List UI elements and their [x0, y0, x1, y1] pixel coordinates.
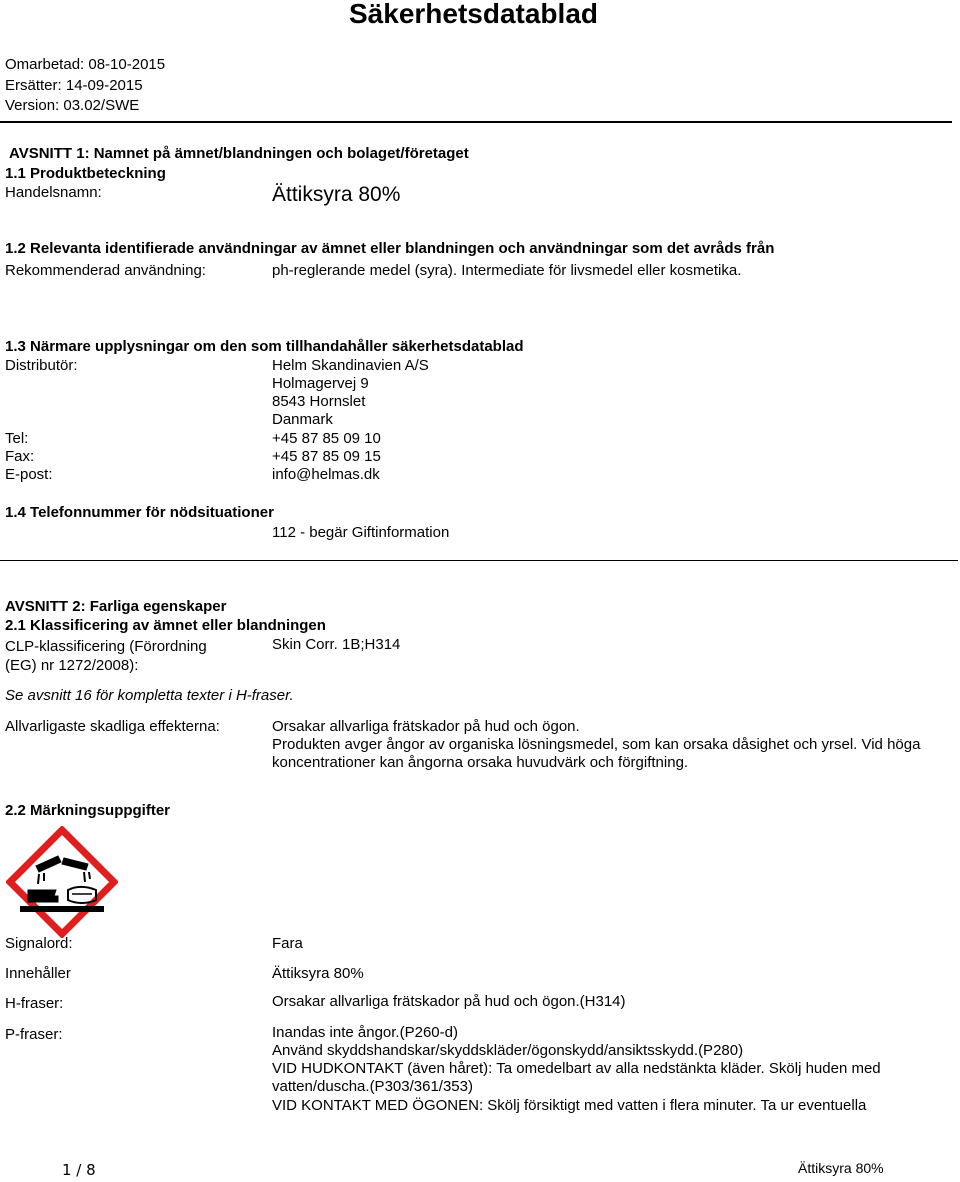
- subsection-1-3: 1.3 Närmare upplysningar om den som tillhandahåller säkerhetsdatablad: [5, 338, 524, 355]
- document-title: Säkerhetsdatablad: [349, 0, 598, 29]
- effects-line: Orsakar allvarliga frätskador på hud och ögon.: [272, 718, 580, 735]
- effects-description: Produkten avger ångor av organiska lösningsmedel, som kan orsaka dåsighet och yrsel. Vid höga koncentrationer kan ångorna orsaka huvudvärk och förgiftning.: [272, 736, 921, 771]
- p-phrase: VID HUDKONTAKT (även håret): Ta omedelbart av alla nedstänkta kläder. Skölj huden med vatten/duscha.(P303/361/353): [272, 1060, 881, 1095]
- subsection-1-1: 1.1 Produktbeteckning: [5, 165, 166, 182]
- clp-label: CLP-klassificering (Förordning: [5, 638, 207, 655]
- fax-value: +45 87 85 09 15: [272, 448, 381, 465]
- clp-label-cont: (EG) nr 1272/2008):: [5, 657, 139, 674]
- subsection-1-4: 1.4 Telefonnummer för nödsituationer: [5, 504, 274, 521]
- fax-label: Fax:: [5, 448, 35, 465]
- signal-word-value: Fara: [272, 935, 303, 952]
- p-phrase: Inandas inte ångor.(P260-d): [272, 1024, 458, 1041]
- revised-date: Omarbetad: 08-10-2015: [5, 56, 166, 73]
- ghs05-corrosion-icon: [6, 826, 118, 938]
- footer-product-name: Ättiksyra 80%: [798, 1160, 884, 1176]
- distributor-label: Distributör:: [5, 357, 78, 374]
- section1-heading: AVSNITT 1: Namnet på ämnet/blandningen och bolaget/företaget: [9, 145, 469, 162]
- see-section-16-note: Se avsnitt 16 för kompletta texter i H-fraser.: [5, 687, 294, 704]
- tel-value: +45 87 85 09 10: [272, 430, 381, 447]
- subsection-2-1: 2.1 Klassificering av ämnet eller blandningen: [5, 617, 326, 634]
- trade-name-value: Ättiksyra 80%: [272, 183, 401, 206]
- replaces-date: Ersätter: 14-09-2015: [5, 77, 143, 94]
- signal-word-label: Signalord:: [5, 935, 73, 952]
- recommended-use-value: ph-reglerande medel (syra). Intermediate för livsmedel eller kosmetika.: [272, 262, 742, 279]
- recommended-use-label: Rekommenderad användning:: [5, 262, 206, 279]
- tel-label: Tel:: [5, 430, 29, 447]
- contains-label: Innehåller: [5, 965, 71, 982]
- version: Version: 03.02/SWE: [5, 97, 140, 114]
- subsection-2-2: 2.2 Märkningsuppgifter: [5, 802, 171, 819]
- distributor-line: Helm Skandinavien A/S: [272, 357, 429, 374]
- trade-name-label: Handelsnamn:: [5, 184, 102, 201]
- h-phrases-value: Orsakar allvarliga frätskador på hud och ögon.(H314): [272, 993, 626, 1010]
- page-number: 1 / 8: [62, 1161, 96, 1179]
- effects-label: Allvarligaste skadliga effekterna:: [5, 718, 220, 735]
- email-value: info@helmas.dk: [272, 466, 380, 483]
- section2-heading: AVSNITT 2: Farliga egenskaper: [5, 598, 227, 615]
- p-phrases-label: P-fraser:: [5, 1026, 63, 1043]
- distributor-line: 8543 Hornslet: [272, 393, 366, 410]
- distributor-line: Holmagervej 9: [272, 375, 369, 392]
- h-phrases-label: H-fraser:: [5, 995, 64, 1012]
- email-label: E-post:: [5, 466, 53, 483]
- distributor-line: Danmark: [272, 411, 333, 428]
- p-phrase: VID KONTAKT MED ÖGONEN: Skölj försiktigt med vatten i flera minuter. Ta ur eventuella: [272, 1097, 867, 1114]
- subsection-1-2: 1.2 Relevanta identifierade användningar av ämnet eller blandningen och användningar som det avråds från: [5, 240, 775, 257]
- clp-value: Skin Corr. 1B;H314: [272, 636, 401, 653]
- section-divider: [0, 560, 958, 561]
- contains-value: Ättiksyra 80%: [272, 965, 364, 982]
- header-divider: [0, 121, 952, 123]
- emergency-number: 112 - begär Giftinformation: [272, 524, 450, 541]
- p-phrase: Använd skyddshandskar/skyddskläder/ögonskydd/ansiktsskydd.(P280): [272, 1042, 744, 1059]
